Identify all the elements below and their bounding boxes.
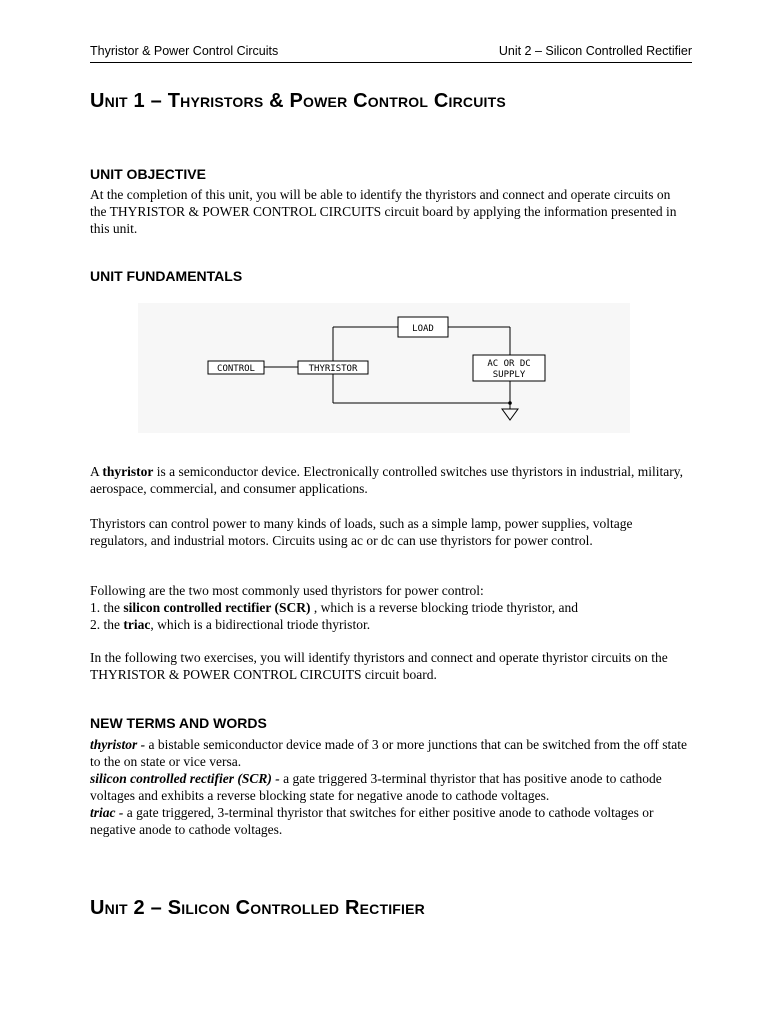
exercises-paragraph: In the following two exercises, you will identify thyristors and connect and operate thyristor circuits on the THYRISTOR & POWER CONTROL CIRCUITS circuit board. (90, 650, 668, 682)
supply-label-line1: AC OR DC (487, 359, 531, 369)
block-diagram (138, 303, 630, 433)
term-thyristor: thyristor - a bistable semiconductor device made of 3 or more junctions that can be switched from the off state to the on state or vice versa. (90, 737, 687, 769)
list-intro: Following are the two most commonly used thyristors for power control: (90, 583, 484, 598)
terms-list (90, 736, 690, 838)
header-rule (90, 62, 692, 63)
thyristor-term: thyristor (102, 464, 154, 479)
unit2-title: Unit 2 – Silicon Controlled Rectifier (90, 897, 425, 919)
load-label: LOAD (412, 324, 434, 334)
header-left: Thyristor & Power Control Circuits (90, 44, 279, 58)
terms-heading: NEW TERMS AND WORDS (90, 715, 267, 731)
running-header (90, 44, 692, 58)
thyristor-types-list (90, 582, 690, 633)
header-right: Unit 2 – Silicon Controlled Rectifier (498, 44, 692, 58)
objective-text: At the completion of this unit, you will be able to identify the thyristors and connect and operate circuits on the THYRISTOR & POWER CONTROL CIRCUITS circuit board by applying the information presented in this unit. (90, 187, 677, 236)
list-item-triac: 2. the triac, which is a bidirectional triode thyristor. (90, 617, 371, 632)
thyristor-intro-paragraph: A thyristor is a semiconductor device. Electronically controlled switches use thyristors in industrial, military, aerospace, commercial, and consumer applications. (90, 464, 684, 496)
list-item-scr: 1. the silicon controlled rectifier (SCR) , which is a reverse blocking triode thyristor, and (90, 600, 578, 615)
objective-heading: UNIT OBJECTIVE (90, 166, 206, 182)
control-label: CONTROL (217, 364, 255, 374)
thyristor-label: THYRISTOR (308, 364, 358, 374)
term-scr: silicon controlled rectifier (SCR) - a gate triggered 3-terminal thyristor that has positive anode to cathode voltages and exhibits a reverse blocking state for negative anode to cathode voltages. (90, 771, 662, 803)
fundamentals-heading: UNIT FUNDAMENTALS (90, 268, 243, 284)
term-triac: triac - a gate triggered, 3-terminal thyristor that switches for either positive anode to cathode voltages or negative anode to cathode voltages. (90, 805, 654, 837)
unit1-title: Unit 1 – Thyristors & Power Control Circuits (90, 90, 506, 112)
supply-label-line2: SUPPLY (492, 370, 526, 380)
loads-paragraph: Thyristors can control power to many kinds of loads, such as a simple lamp, power supplies, voltage regulators, and industrial motors. Circuits using ac or dc can use thyristors for power control. (90, 516, 633, 548)
